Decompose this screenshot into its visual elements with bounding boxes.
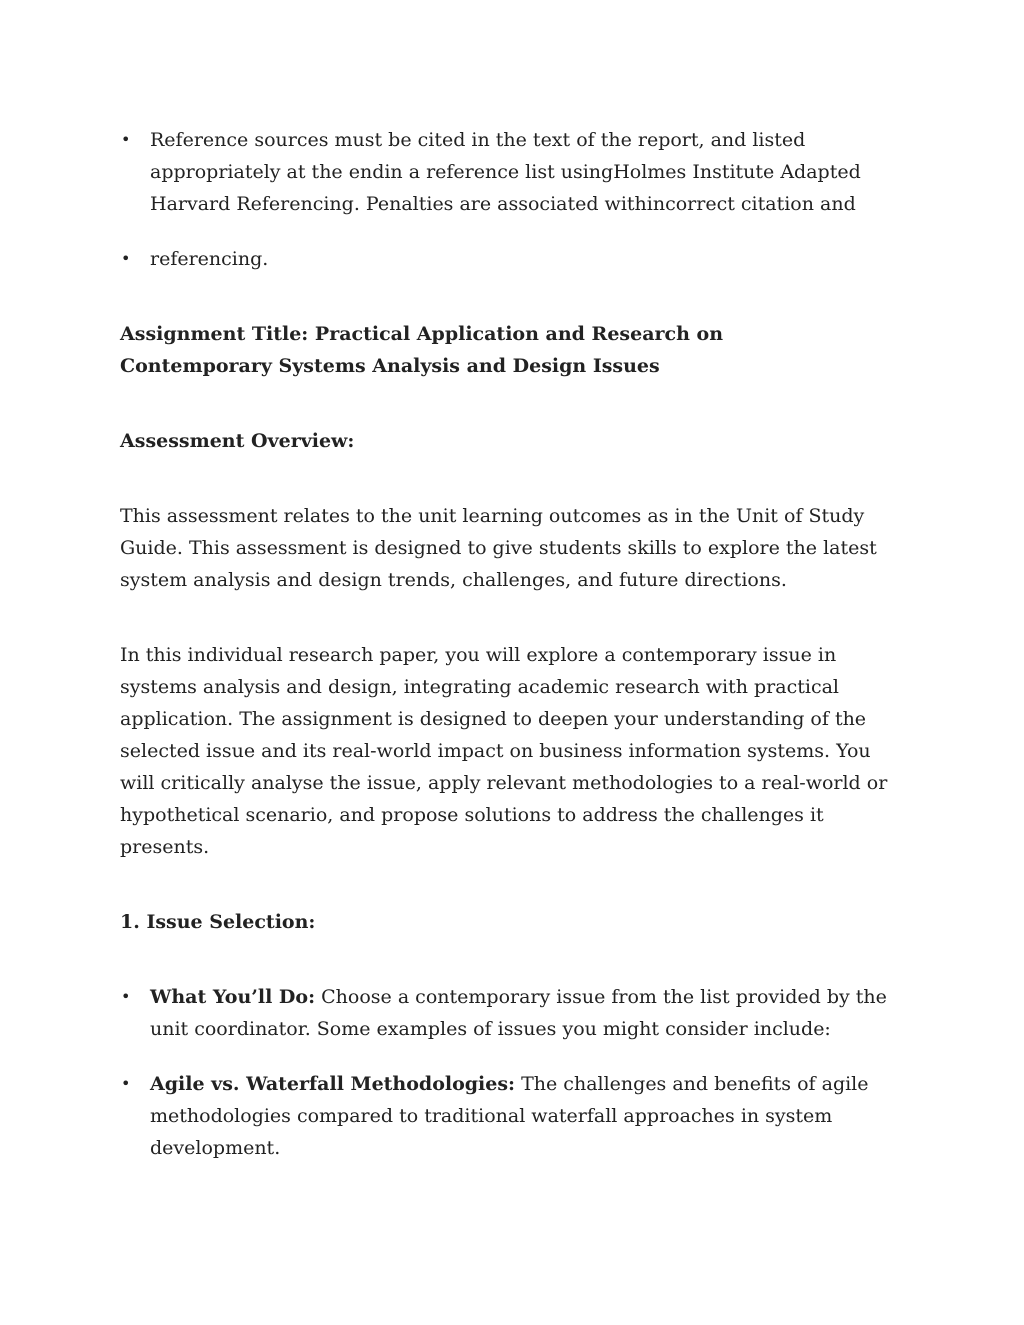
list-item <box>120 124 890 220</box>
overview-heading: Assessment Overview: <box>120 430 355 452</box>
assignment-title: Assignment Title: Practical Application and Research on Contemporary Systems Analysis and Design Issues <box>120 323 724 377</box>
bullet-icon: • <box>121 249 131 268</box>
list-item-label: Agile vs. Waterfall Methodologies: <box>150 1073 516 1095</box>
bullet-icon: • <box>121 987 131 1006</box>
reference-requirements-list <box>120 124 890 275</box>
list-item-text: referencing. <box>150 248 269 270</box>
list-item-text: Choose a contemporary issue from the list provided by the unit coordinator. Some examples of issues you might consider include: <box>150 986 887 1040</box>
issue-selection-list <box>120 981 890 1164</box>
list-item <box>120 981 890 1045</box>
issue-selection-heading: 1. Issue Selection: <box>120 911 316 933</box>
list-item <box>120 243 890 275</box>
list-item-text: The challenges and benefits of agile methodologies compared to traditional waterfall approaches in system development. <box>150 1073 869 1159</box>
bullet-icon: • <box>121 130 131 149</box>
overview-paragraph-2: In this individual research paper, you will explore a contemporary issue in systems analysis and design, integrating academic research with practical application. The assignment is designed to deepen your understanding of the selected issue and its real-world impact on business information systems. You will critically analyse the issue, apply relevant methodologies to a real-world or hypothetical scenario, and propose solutions to address the challenges it presents. <box>120 644 888 858</box>
list-item-label: What You’ll Do: <box>150 986 316 1008</box>
overview-paragraph-1: This assessment relates to the unit learning outcomes as in the Unit of Study Guide. This assessment is designed to give students skills to explore the latest system analysis and design trends, challenges, and future directions. <box>120 505 877 591</box>
list-item <box>120 1068 890 1164</box>
list-item-text: Reference sources must be cited in the text of the report, and listed appropriately at the endin a reference list usingHolmes Institute Adapted Harvard Referencing. Penalties are associated withincorrect citation and <box>150 129 861 215</box>
bullet-icon: • <box>121 1074 131 1093</box>
document-page <box>120 124 910 1164</box>
